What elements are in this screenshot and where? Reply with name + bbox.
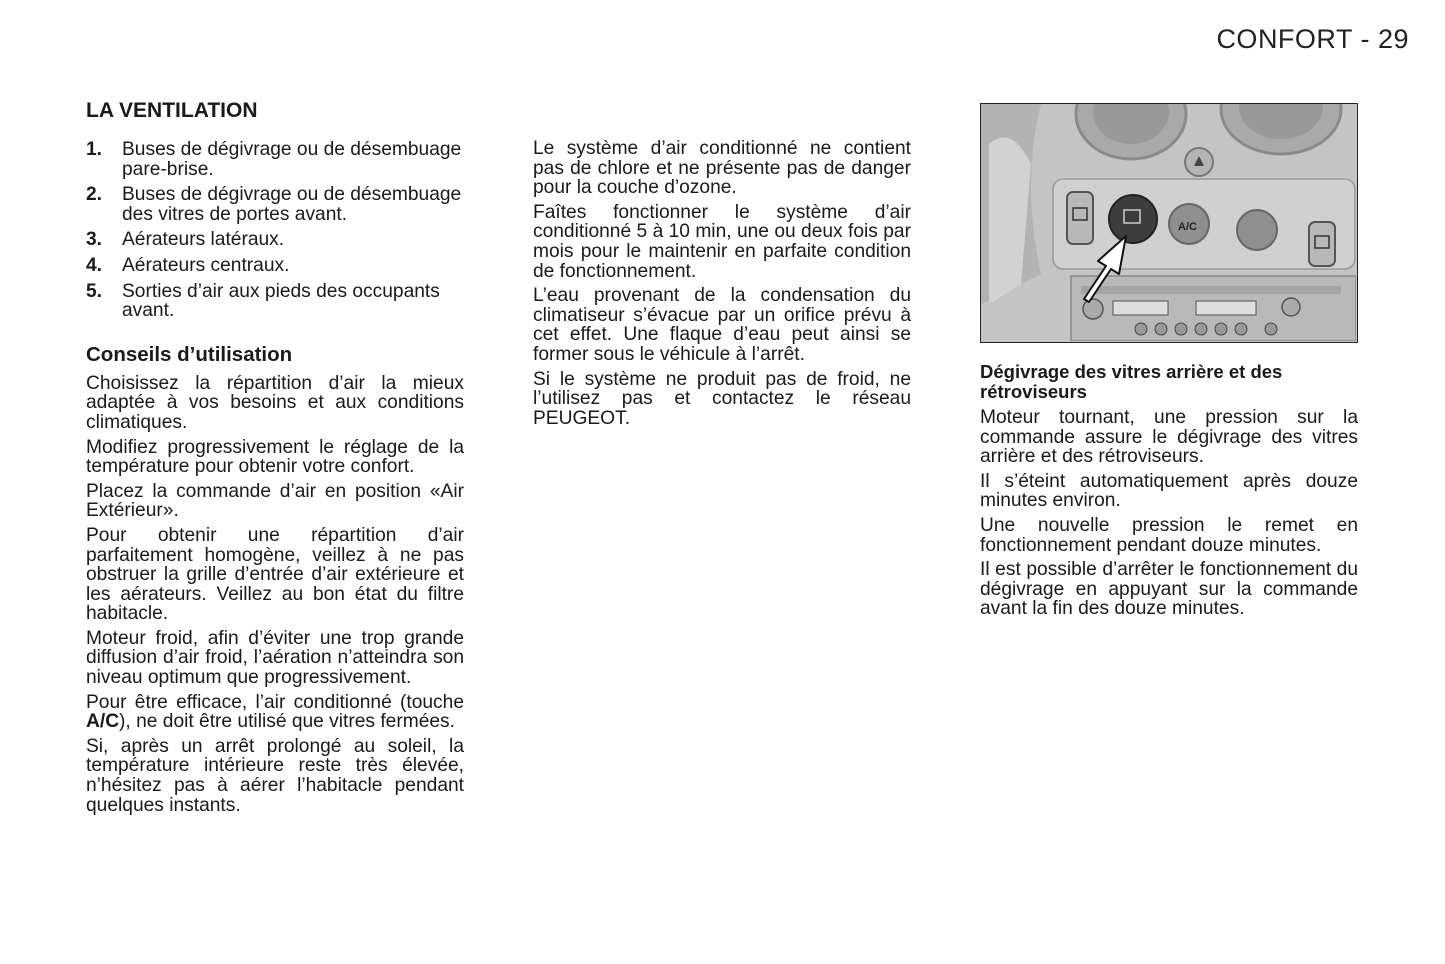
- paragraph: Placez la commande d’air en position «Air Extérieur».: [86, 480, 464, 522]
- list-item-number: 1.: [86, 139, 103, 160]
- column-left: [86, 98, 464, 820]
- list-item-text: Buses de dégivrage ou de désembuage des vitres de portes avant.: [122, 184, 462, 225]
- paragraph: Choisissez la répartition d’air la mieux adaptée à vos besoins et aux conditions climatiques.: [86, 372, 464, 433]
- paragraph: Si, après un arrêt prolongé au soleil, la température intérieure reste très élevée, n’hésitez pas à aérer l’habitacle pendant quelques instants.: [86, 735, 464, 816]
- paragraph: L’eau provenant de la condensation du climatiseur s’évacue par un orifice prévu à cet effet. Une flaque d’eau peut ainsi se former sous le véhicule à l’arrêt.: [533, 285, 911, 365]
- list-item-text: Aérateurs centraux.: [122, 254, 290, 276]
- ac-button-label: A/C: [1178, 221, 1197, 233]
- list-item: [86, 230, 464, 250]
- paragraph-ac: [86, 693, 464, 732]
- caption-title: Dégivrage des vitres arrière et des rétroviseurs: [980, 361, 1283, 402]
- list-item: [86, 140, 464, 179]
- dashboard-photo: [980, 103, 1358, 343]
- list-item: [86, 282, 464, 321]
- ac-text-before: Pour être efficace, l’air conditionné (touche: [86, 691, 464, 713]
- section-title: LA VENTILATION: [86, 99, 258, 122]
- ac-key-label: A/C: [86, 711, 120, 733]
- page-header: [1216, 24, 1409, 55]
- column-right: [980, 362, 1358, 624]
- list-item-text: Sorties d’air aux pieds des occupants avant.: [122, 280, 440, 322]
- paragraph: Faîtes fonctionner le système d’air conditionné 5 à 10 min, une ou deux fois par mois pour le maintenir en parfaite condition de fonctionnement.: [533, 201, 911, 282]
- paragraph: Moteur froid, afin d’éviter une trop grande diffusion d’air froid, l’aération n’atteindra son niveau optimum que progressivement.: [86, 627, 464, 689]
- paragraph: Une nouvelle pression le remet en fonctionnement pendant douze minutes.: [980, 514, 1358, 556]
- paragraph: Le système d’air conditionné ne contient pas de chlore et ne présente pas de danger pour la couche d’ozone.: [533, 138, 911, 199]
- ac-text-after: ), ne doit être utilisé que vitres fermées.: [119, 711, 455, 733]
- list-item-number: 3.: [86, 229, 103, 251]
- paragraph: Modifiez progressivement le réglage de la température pour obtenir votre confort.: [86, 436, 464, 478]
- dashboard-illustration: [981, 104, 1356, 341]
- page-number: 29: [1377, 24, 1409, 54]
- vent-list: [86, 140, 464, 321]
- list-item-number: 2.: [86, 184, 103, 206]
- header-section: CONFORT: [1216, 24, 1353, 54]
- list-item: [86, 256, 464, 276]
- list-item-text: Aérateurs latéraux.: [122, 229, 285, 251]
- paragraph: Il est possible d’arrêter le fonctionnement du dégivrage en appuyant sur la commande avant la fin des douze minutes.: [980, 559, 1358, 620]
- paragraph: Pour obtenir une répartition d’air parfaitement homogène, veillez à ne pas obstruer la grille d’entrée d’air extérieure et les aérateurs. Veillez au bon état du filtre habitacle.: [86, 524, 464, 625]
- list-item-text: Buses de dégivrage ou de désembuage pare-brise.: [122, 139, 462, 180]
- paragraph: Si le système ne produit pas de froid, ne l’utilisez pas et contactez le réseau PEUGEOT.: [533, 368, 911, 429]
- paragraph: Moteur tournant, une pression sur la commande assure le dégivrage des vitres arrière et des rétroviseurs.: [980, 407, 1358, 468]
- list-item: [86, 185, 464, 224]
- list-item-number: 4.: [86, 254, 103, 276]
- paragraph: Il s’éteint automatiquement après douze minutes environ.: [980, 470, 1358, 512]
- list-item-number: 5.: [86, 280, 103, 302]
- header-separator: -: [1352, 24, 1378, 54]
- subsection-title: Conseils d’utilisation: [86, 342, 293, 366]
- column-middle: [533, 139, 911, 433]
